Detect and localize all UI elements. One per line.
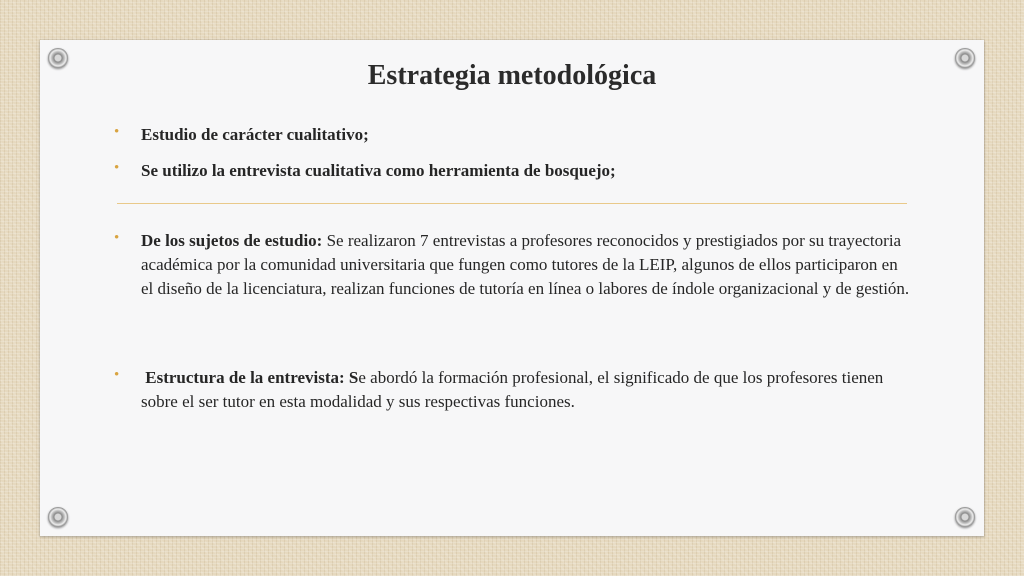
- bullet-icon: •: [114, 160, 120, 176]
- bullet-icon: •: [114, 124, 120, 140]
- bullet-lead: Estructura de la entrevista: S: [141, 368, 359, 387]
- bullet-item: [141, 159, 911, 183]
- pushpin-icon: [48, 507, 68, 527]
- bullet-body: Se realizaron 7 entrevistas a profesores reconocidos y prestigiados por su trayectoria académica por la comunidad universitaria que fungen como tutores de la LEIP, algunos de ellos participaron en el diseño de la licenciatura, realizan funciones de tutoría en línea o labores de índole organizacional y de gestión.: [141, 231, 910, 298]
- bullet-lead: De los sujetos de estudio:: [141, 231, 323, 250]
- bullet-icon: •: [114, 367, 120, 383]
- divider: [117, 203, 907, 204]
- bullet-item: [141, 366, 911, 414]
- slide-title: Estrategia metodológica: [367, 60, 657, 91]
- bullet-lead: Se utilizo la entrevista cualitativa como herramienta de bosquejo;: [141, 161, 616, 180]
- bullet-item: [141, 123, 911, 147]
- bullet-item: [141, 229, 911, 301]
- pushpin-icon: [955, 507, 975, 527]
- bullet-icon: •: [114, 230, 120, 246]
- bullet-lead: Estudio de carácter cualitativo;: [141, 125, 369, 144]
- bullet-body: e abordó la formación profesional, el significado de que los profesores tienen sobre el ser tutor en esta modalidad y sus respectivas funciones.: [141, 368, 884, 411]
